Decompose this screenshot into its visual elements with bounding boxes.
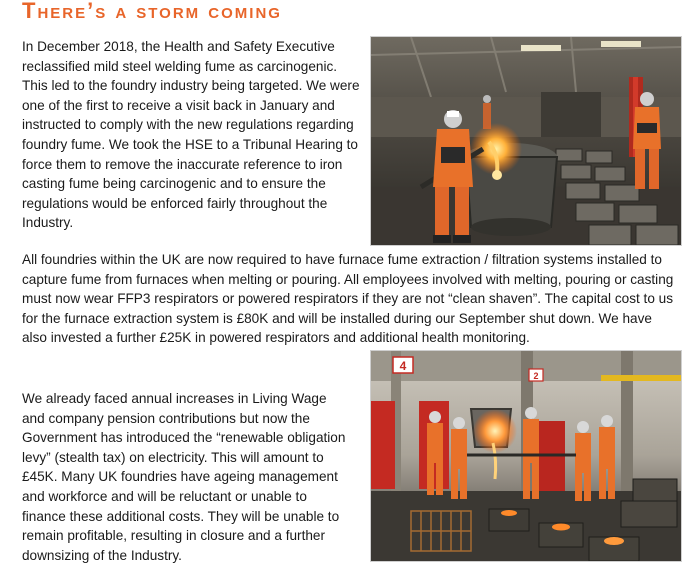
paragraph-renewable-levy: We already faced annual increases in Living Wage and company pension contributions but now the Government has introduced the “renewable obligation levy” (stealth tax) on electricity. This will amount to £45K. Many UK foundries have ageing management and workforce and will be reluctant or unable to finance these additional costs. They will be unable to remain profitable, resulting in closure and a further downsizing of the Industry. (22, 391, 346, 563)
foundry-pouring-photo (370, 350, 682, 562)
paragraph-hse-reclassification: In December 2018, the Health and Safety Executive reclassified mild steel welding fume as carcinogenic. This led to the foundry industry being targeted. We were one of the first to receive a visit back in January and instructed to comply with the new regulations regarding foundry fume. We took the HSE to a Tribunal Hearing to force them to remove the inaccurate reference to iron casting fume being carcinogenic and to ensure the regulations would be enforced fairly throughout the Industry. (22, 39, 360, 231)
section-heading: There’s a storm coming (22, 0, 282, 23)
bay-number-sign: 4 (399, 359, 407, 373)
foundry-pouring-illustration (371, 351, 681, 561)
foundry-furnace-illustration (371, 37, 681, 245)
column-number-sign: 2 (533, 371, 539, 381)
foundry-furnace-photo (370, 36, 682, 246)
paragraph-fume-extraction: All foundries within the UK are now required to have furnace fume extraction / filtration systems installed to capture fume from furnaces when melting or pouring. All employees involved with melting, pouring or casting must now wear FFP3 respirators or powered respirators if they are not “clean shaven”. The capital cost to us for the furnace extraction system is £80K and will be installed during our September shut down. We have also invested a further £25K in powered respirators and additional health monitoring. (22, 252, 674, 346)
